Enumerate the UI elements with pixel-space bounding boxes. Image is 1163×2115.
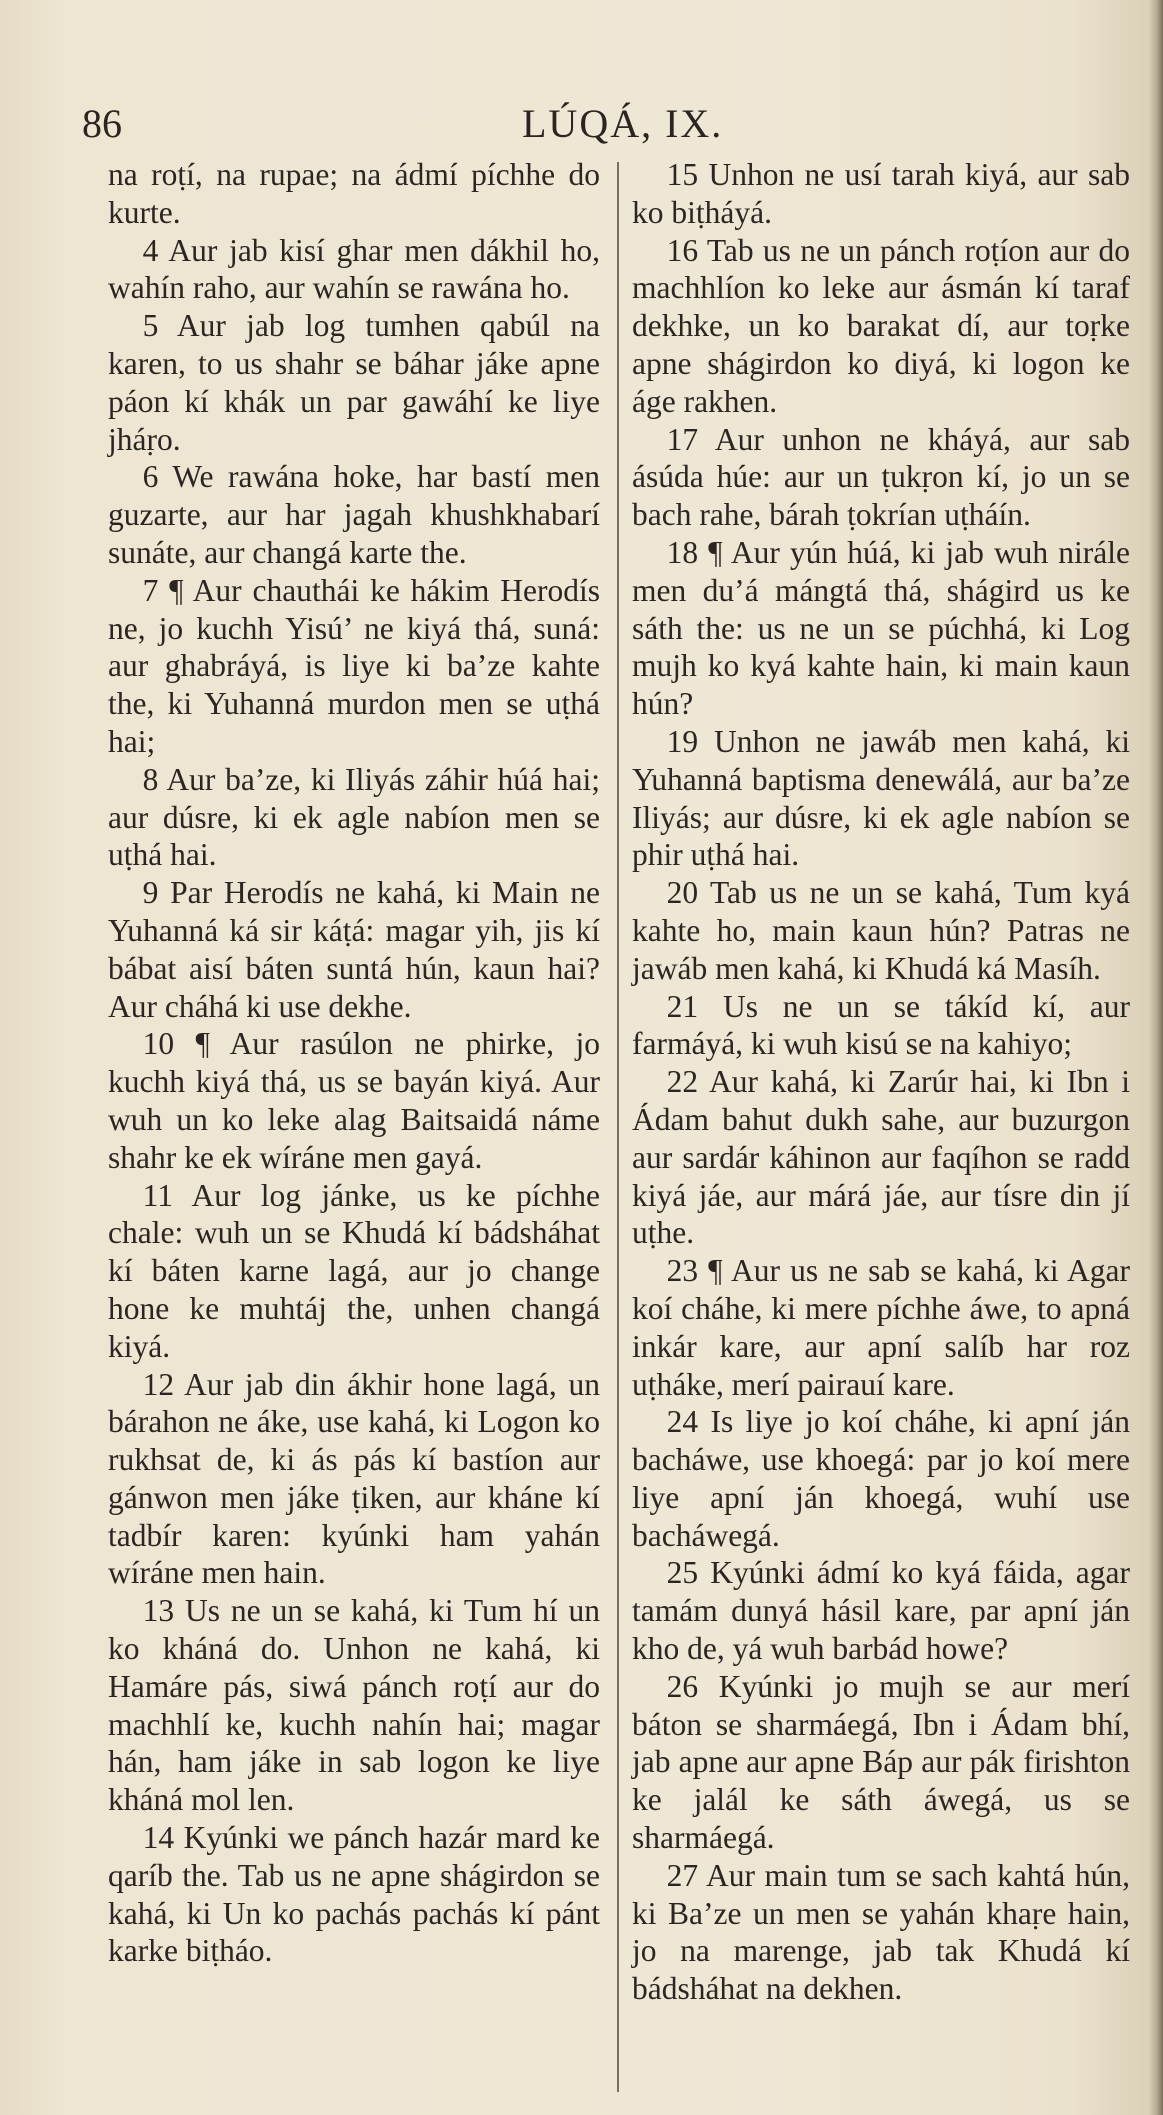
verse-paragraph: na roṭí, na rupae; na ádmí píchhe do kurte. [108,157,600,230]
verse-paragraph: 16 Tab us ne un pánch roṭíon aur do machhlíon ko leke aur ásmán kí taraf dekhke, un ko barakat dí, aur toṛke apne shágirdon ko diyá, ki logon ke áge rakhen. [632,232,1130,419]
verse-paragraph: 25 Kyúnki ádmí ko kyá fáida, agar tamám dunyá hásil kare, par apní ján kho de, yá wuh barbád howe? [632,1555,1130,1667]
verse-paragraph: 13 Us ne un se kahá, ki Tum hí un ko kháná do. Unhon ne kahá, ki Hamáre pás, siwá pánch roṭí aur do machhlí ke, kuchh nahín hai; magar hán, ham jáke in sab logon ke liye kháná mol len. [108,1593,600,1818]
verse-paragraph: 14 Kyúnki we pánch hazár mard ke qaríb the. Tab us ne apne shágirdon se kahá, ki Un ko pachás pachás kí pánt karke biṭháo. [108,1820,600,1969]
verse-paragraph: 6 We rawána hoke, har bastí men guzarte, aur har jagah khushkhabarí sunáte, aur changá karte the. [108,459,600,570]
verse-paragraph: 27 Aur main tum se sach kahtá hún, ki Ba’ze un men se yahán khaṛe hain, jo na marenge, jab tak Khudá kí bádsháhat na dekhen. [632,1857,1130,2007]
right-column [632,156,1130,2008]
page-binding-shadow [1149,0,1163,2115]
verse-paragraph: 9 Par Herodís ne kahá, ki Main ne Yuhanná ká sir káṭá: magar yih, jis kí bábat aisí báten suntá hún, kaun hai? Aur cháhá ki use dekhe. [108,875,600,1024]
verse-paragraph: 23 ¶ Aur us ne sab se kahá, ki Agar koí cháhe, ki mere píchhe áwe, to apná inkár kare, aur apní salíb har roz uṭháke, merí pairauí kare. [632,1253,1130,1402]
page-header [82,100,1122,150]
verse-paragraph: 15 Unhon ne usí tarah kiyá, aur sab ko biṭháyá. [632,157,1130,230]
running-head: LÚQÁ, IX. [522,101,724,146]
verse-paragraph: 26 Kyúnki jo mujh se aur merí báton se sharmáegá, Ibn i Ádam bhí, jab apne aur apne Báp aur pák firishton ke jalál ke sáth áwegá, us se sharmáegá. [632,1668,1130,1856]
verse-paragraph: 8 Aur ba’ze, ki Iliyás záhir húá hai; aur dúsre, ki ek agle nabíon men se uṭhá hai. [108,761,600,873]
page-number: 86 [82,101,122,146]
verse-paragraph: 7 ¶ Aur chauthái ke hákim Herodís ne, jo kuchh Yisú’ ne kiyá thá, suná: aur ghabráyá, is liye ki ba’ze kahte the, ki Yuhanná murdon men se uṭhá hai; [108,572,600,759]
verse-paragraph: 21 Us ne un se tákíd kí, aur farmáyá, ki wuh kisú se na kahiyo; [632,988,1130,1062]
verse-paragraph: 18 ¶ Aur yún húá, ki jab wuh nirále men du’á mángtá thá, shágird us ke sáth the: us ne un se púchhá, ki Log mujh ko kyá kahte hain, ki main kaun hún? [632,534,1130,722]
verse-paragraph: 4 Aur jab kisí ghar men dákhil ho, wahín raho, aur wahín se rawána ho. [108,232,600,306]
verse-paragraph: 19 Unhon ne jawáb men kahá, ki Yuhanná baptisma denewálá, aur ba’ze Iliyás; aur dúsre, ki ek agle nabíon se phir uṭhá hai. [632,723,1130,873]
verse-paragraph: 12 Aur jab din ákhir hone lagá, un bárahon ne áke, use kahá, ki Logon ko rukhsat de, ki ás pás kí bastíon aur gánwon men jáke ṭiken, aur kháne kí tadbír karen: kyúnki ham yahán wíráne men hain. [108,1366,600,1591]
verse-paragraph: 10 ¶ Aur rasúlon ne phirke, jo kuchh kiyá thá, us se bayán kiyá. Aur wuh un ko leke alag Baitsaidá náme shahr ke ek wíráne men gayá. [108,1026,600,1175]
column-divider [617,162,619,2092]
verse-paragraph: 11 Aur log jánke, us ke píchhe chale: wuh un se Khudá kí bádsháhat kí báten karne lagá, aur jo change hone ke muhtáj the, unhen changá kiyá. [108,1177,600,1364]
left-column [108,156,600,1970]
verse-paragraph: 17 Aur unhon ne kháyá, aur sab ásúda húe: aur un ṭukṛon kí, jo un se bach rahe, bárah ṭokrían uṭháín. [632,421,1130,533]
verse-paragraph: 5 Aur jab log tumhen qabúl na karen, to us shahr se báhar jáke apne páon kí khák un par gawáhí ke liye jháṛo. [108,308,600,457]
verse-paragraph: 22 Aur kahá, ki Zarúr hai, ki Ibn i Ádam bahut dukh sahe, aur buzurgon aur sardár káhinon aur faqíhon se radd kiyá jáe, aur márá jáe, aur tísre din jí uṭhe. [632,1064,1130,1251]
verse-paragraph: 24 Is liye jo koí cháhe, ki apní ján bacháwe, use khoegá: par jo koí mere liye apní ján khoegá, wuhí use bacháwegá. [632,1404,1130,1553]
verse-paragraph: 20 Tab us ne un se kahá, Tum kyá kahte ho, main kaun hún? Patras ne jawáb men kahá, ki Khudá ká Masíh. [632,875,1130,986]
